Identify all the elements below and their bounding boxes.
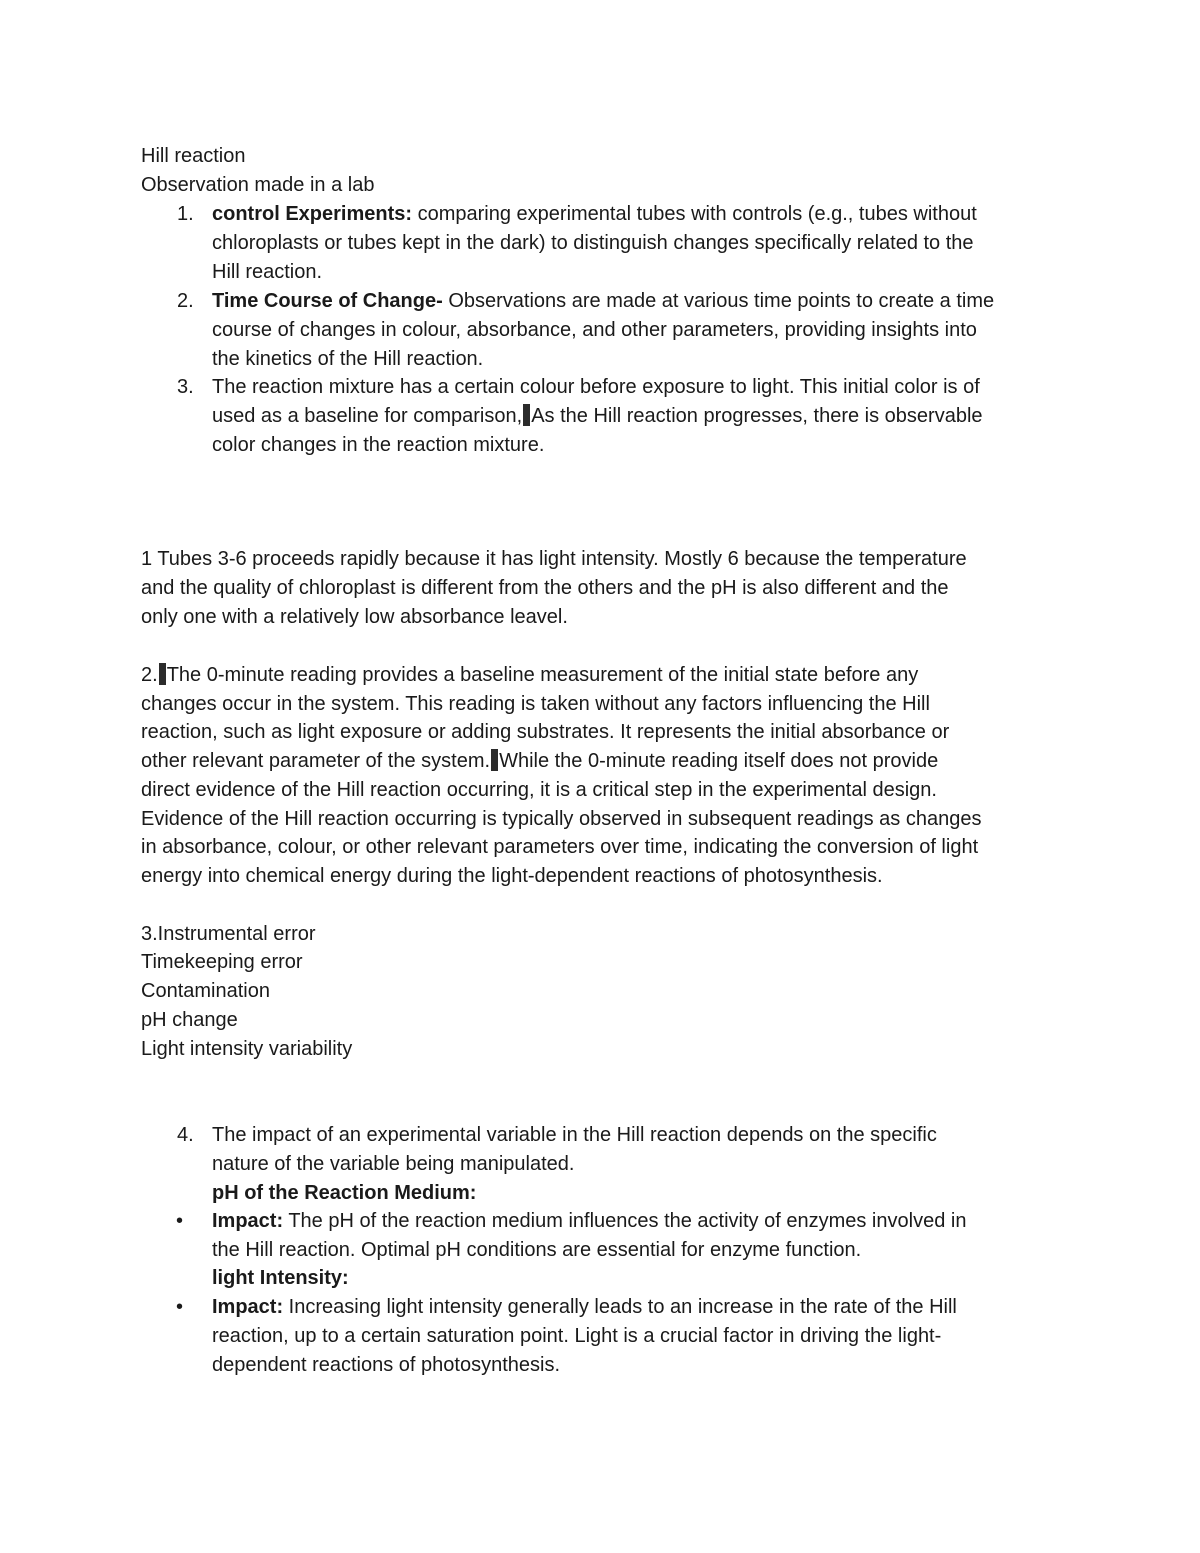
list-item-text: The reaction mixture has a certain colour before exposure to light. This initial color is of bbox=[212, 376, 980, 398]
answer-3-item: 3.Instrumental error bbox=[141, 923, 316, 945]
list-item-text: Observations are made at various time points to create a time bbox=[442, 290, 995, 312]
text-cursor bbox=[491, 749, 498, 771]
answer-2-line: changes occur in the system. This reading is taken without any factors influencing the Hill bbox=[141, 693, 930, 715]
answer-2-line: in absorbance, colour, or other relevant parameters over time, indicating the conversion of light bbox=[141, 836, 979, 858]
doc-subtitle: Observation made in a lab bbox=[141, 174, 375, 196]
answer-3-item: Light intensity variability bbox=[141, 1038, 353, 1060]
list-item-text: used as a baseline for comparison, bbox=[212, 405, 523, 427]
bullet-icon: • bbox=[176, 1210, 184, 1232]
impact-line: dependent reactions of photosynthesis. bbox=[212, 1354, 561, 1376]
list-item-text bbox=[212, 402, 983, 431]
list-number: 2. bbox=[177, 290, 194, 312]
text-cursor bbox=[523, 404, 530, 426]
answer-2-text: While the 0-minute reading itself does not provide bbox=[499, 750, 939, 772]
impact-line: reaction, up to a certain saturation point. Light is a crucial factor in driving the light- bbox=[212, 1325, 942, 1347]
doc-title: Hill reaction bbox=[141, 145, 246, 167]
answer-2-line: energy into chemical energy during the light-dependent reactions of photosynthesis. bbox=[141, 865, 883, 887]
list-number: 4. bbox=[177, 1124, 194, 1146]
answer-4-line: The impact of an experimental variable in the Hill reaction depends on the specific bbox=[212, 1124, 937, 1146]
answer-1-line: 1 Tubes 3-6 proceeds rapidly because it has light intensity. Mostly 6 because the temperature bbox=[141, 548, 967, 570]
list-item-heading: Time Course of Change- bbox=[212, 290, 443, 312]
list-number: 3. bbox=[177, 376, 194, 398]
answer-2-text: The 0-minute reading provides a baseline measurement of the initial state before any bbox=[166, 664, 919, 686]
list-item-text: chloroplasts or tubes kept in the dark) to distinguish changes specifically related to the bbox=[212, 232, 974, 254]
answer-3-item: pH change bbox=[141, 1009, 238, 1031]
list-item-heading: control Experiments: bbox=[212, 203, 413, 225]
answer-3-item: Contamination bbox=[141, 980, 270, 1002]
impact-label: Impact: bbox=[212, 1210, 284, 1232]
answer-1-line: and the quality of chloroplast is different from the others and the pH is also different and the bbox=[141, 577, 949, 599]
list-item-text: course of changes in colour, absorbance, and other parameters, providing insights into bbox=[212, 319, 977, 341]
list-item-text: the kinetics of the Hill reaction. bbox=[212, 348, 484, 370]
impact-label: Impact: bbox=[212, 1296, 284, 1318]
list-item-text: comparing experimental tubes with controls (e.g., tubes without bbox=[412, 203, 977, 225]
answer-2-line: reaction, such as light exposure or adding substrates. It represents the initial absorbance or bbox=[141, 721, 950, 743]
impact-line bbox=[212, 1207, 966, 1236]
impact-text: Increasing light intensity generally leads to an increase in the rate of the Hill bbox=[283, 1296, 957, 1318]
list-item-text: Hill reaction. bbox=[212, 261, 323, 283]
list-item-text: As the Hill reaction progresses, there is observable bbox=[531, 405, 983, 427]
text-cursor bbox=[159, 663, 166, 685]
answer-4-line: nature of the variable being manipulated. bbox=[212, 1153, 575, 1175]
list-item-text bbox=[212, 287, 994, 316]
answer-2-line: direct evidence of the Hill reaction occurring, it is a critical step in the experimental design. bbox=[141, 779, 937, 801]
section-heading-ph: pH of the Reaction Medium: bbox=[212, 1182, 477, 1204]
list-item-text bbox=[212, 200, 977, 229]
answer-2-line bbox=[141, 661, 918, 690]
list-number: 1. bbox=[177, 203, 194, 225]
bullet-icon: • bbox=[176, 1296, 184, 1318]
answer-2-number: 2. bbox=[141, 664, 158, 686]
impact-line: the Hill reaction. Optimal pH conditions are essential for enzyme function. bbox=[212, 1239, 862, 1261]
answer-2-line bbox=[141, 747, 938, 776]
answer-2-text: other relevant parameter of the system. bbox=[141, 750, 491, 772]
list-item-text: color changes in the reaction mixture. bbox=[212, 434, 545, 456]
impact-text: The pH of the reaction medium influences the activity of enzymes involved in bbox=[283, 1210, 967, 1232]
answer-1-line: only one with a relatively low absorbance leavel. bbox=[141, 606, 568, 628]
impact-line bbox=[212, 1293, 957, 1322]
section-heading-light: light Intensity: bbox=[212, 1267, 349, 1289]
answer-3-item: Timekeeping error bbox=[141, 951, 303, 973]
answer-2-line: Evidence of the Hill reaction occurring is typically observed in subsequent readings as changes bbox=[141, 808, 982, 830]
